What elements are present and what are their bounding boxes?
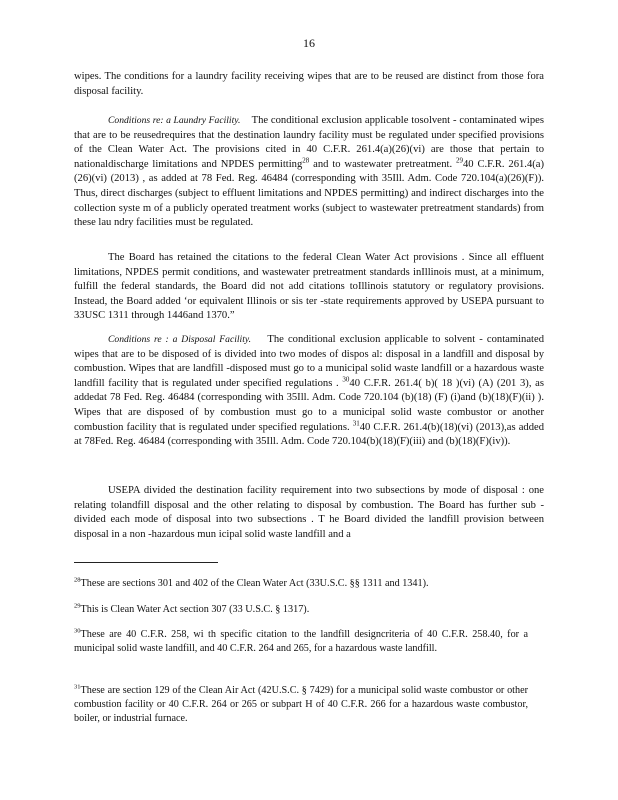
footnote-text: These are sections 301 and 402 of the Clean Water Act (33U.S.C. §§ 1311 and 1341). (80, 578, 429, 589)
footnote-number: 31 (74, 683, 81, 691)
paragraph-text: USEPA divided the destination facility requirement into two subsections by mode of disposal : one relating tolandfill disposal and the other relating to disposal by combustion. The Board has further sub -divided each mode of disposal into two subsections . T he Board divided the landfill provision between disposal in a non -hazardous mun icipal solid waste landfill and a (74, 485, 544, 540)
footnote-ref: 31 (352, 419, 360, 428)
section-heading: Conditions re : a Disposal Facility. (108, 334, 251, 345)
footnote (74, 684, 528, 726)
paragraph-text: The conditional exclusion applicable tosolvent - contaminated wipes that are to be reusedrequires that the destination laundry facility must be regulated under specified provisions of the Clean Water Act. The provisions cited in 40 C.F.R. 261.4(a)(26)(vi) are those that pertain to nationaldischarge limitations and NPDES permitting (74, 115, 544, 170)
paragraph-text: The Board has retained the citations to the federal Clean Water Act provisions . Since all effluent limitations, NPDES permit conditions, and wastewater pretreatment standards inIllinois must, at a minimum, fulfill the federal standards, the Board did not add citations toIllinois statutory or regulatory provisions. Instead, the Board added ‘or equivalent Illinois or sis ter -state requirements approved by USEPA pursuant to 33USC 1311 through 1446and 1370.” (74, 252, 544, 322)
footnote-text: This is Clean Water Act section 307 (33 U.S.C. § 1317). (80, 604, 310, 615)
footnote-ref: 30 (342, 375, 350, 384)
paragraph-usepa-divided (74, 484, 544, 542)
paragraph-board-citations (74, 251, 544, 324)
paragraph-text: 40 C.F.R. 261.4(a)(26)(vi) (2013) , as added at 78 Fed. Reg. 46484 (corresponding with 35Ill. Adm. Code 720.104(a)(26)(F)). Thus, direct discharges (subject to effluent limitations and NPDES permitting) and indirect discharges into the collection syste m of a publicly operated treatment works (subject to wastewater pretreatment standards) from these lau ndry facilities must be regulated. (74, 158, 545, 229)
footnote (74, 628, 528, 656)
footnote (74, 603, 528, 617)
paragraph-text: wipes. The conditions for a laundry facility receiving wipes that are to be reused are distinct from those fora disposal facility. (74, 71, 544, 97)
footnote-number: 30 (74, 627, 81, 635)
paragraph-text: 40 C.F.R. 261.4(b)(18)(vi) (2013),as added at 78Fed. Reg. 46484 (corresponding with 35Ill. Adm. Code 720.104(b)(18)(F)(iii) and (b)(18)(F)(iv)). (74, 421, 544, 448)
paragraph-text: The conditional exclusion applicable to solvent - contaminated wipes that are to be disposed of is divided into two modes of dispos al: disposal in a landfill and disposal by combustion. Wipes that are landfill -disposed must go to a municipal solid waste landfill or a hazardous waste landfill facility that is regulated under specified regulations . (74, 334, 544, 389)
footnote-ref: 29 (455, 156, 463, 165)
footnote (74, 577, 528, 591)
paragraph-laundry-facility (74, 114, 544, 231)
footnote-number: 29 (74, 602, 81, 610)
footnote-number: 28 (74, 576, 81, 584)
section-heading: Conditions re: a Laundry Facility. (108, 115, 241, 126)
footnote-separator (74, 562, 218, 563)
paragraph-text: 40 C.F.R. 261.4( b)( 18 )(vi) (A) (201 3), as addedat 78 Fed. Reg. 46484 (corresponding with 35Ill. Adm. Code 720.104 (b)(18) (F) (i)and (b)(18)(F)(ii) ). Wipes that are disposed of by combustion must go to a municipal solid waste combustor or another combustion facility that is regulated under specified regulations. (74, 377, 544, 433)
footnote-text: These are section 129 of the Clean Air Act (42U.S.C. § 7429) for a municipal solid waste combustor or other combustion facility or 40 C.F.R. 264 or 265 or subpart H of 40 C.F.R. 266 for a hazardous waste combustor, boiler, or industrial furnace. (74, 685, 528, 724)
paragraph-text: and to wastewater pretreatment. (313, 158, 453, 170)
page-number: 16 (303, 36, 315, 50)
footnote-text: These are 40 C.F.R. 258, wi th specific citation to the landfill designcriteria of 40 C.F.R. 258.40, for a municipal solid waste landfill, and 40 C.F.R. 264 and 265, for a hazardous waste landfill. (74, 629, 528, 654)
paragraph-disposal-facility (74, 333, 544, 450)
footnote-ref: 28 (302, 156, 310, 165)
paragraph-continuation (74, 70, 544, 99)
